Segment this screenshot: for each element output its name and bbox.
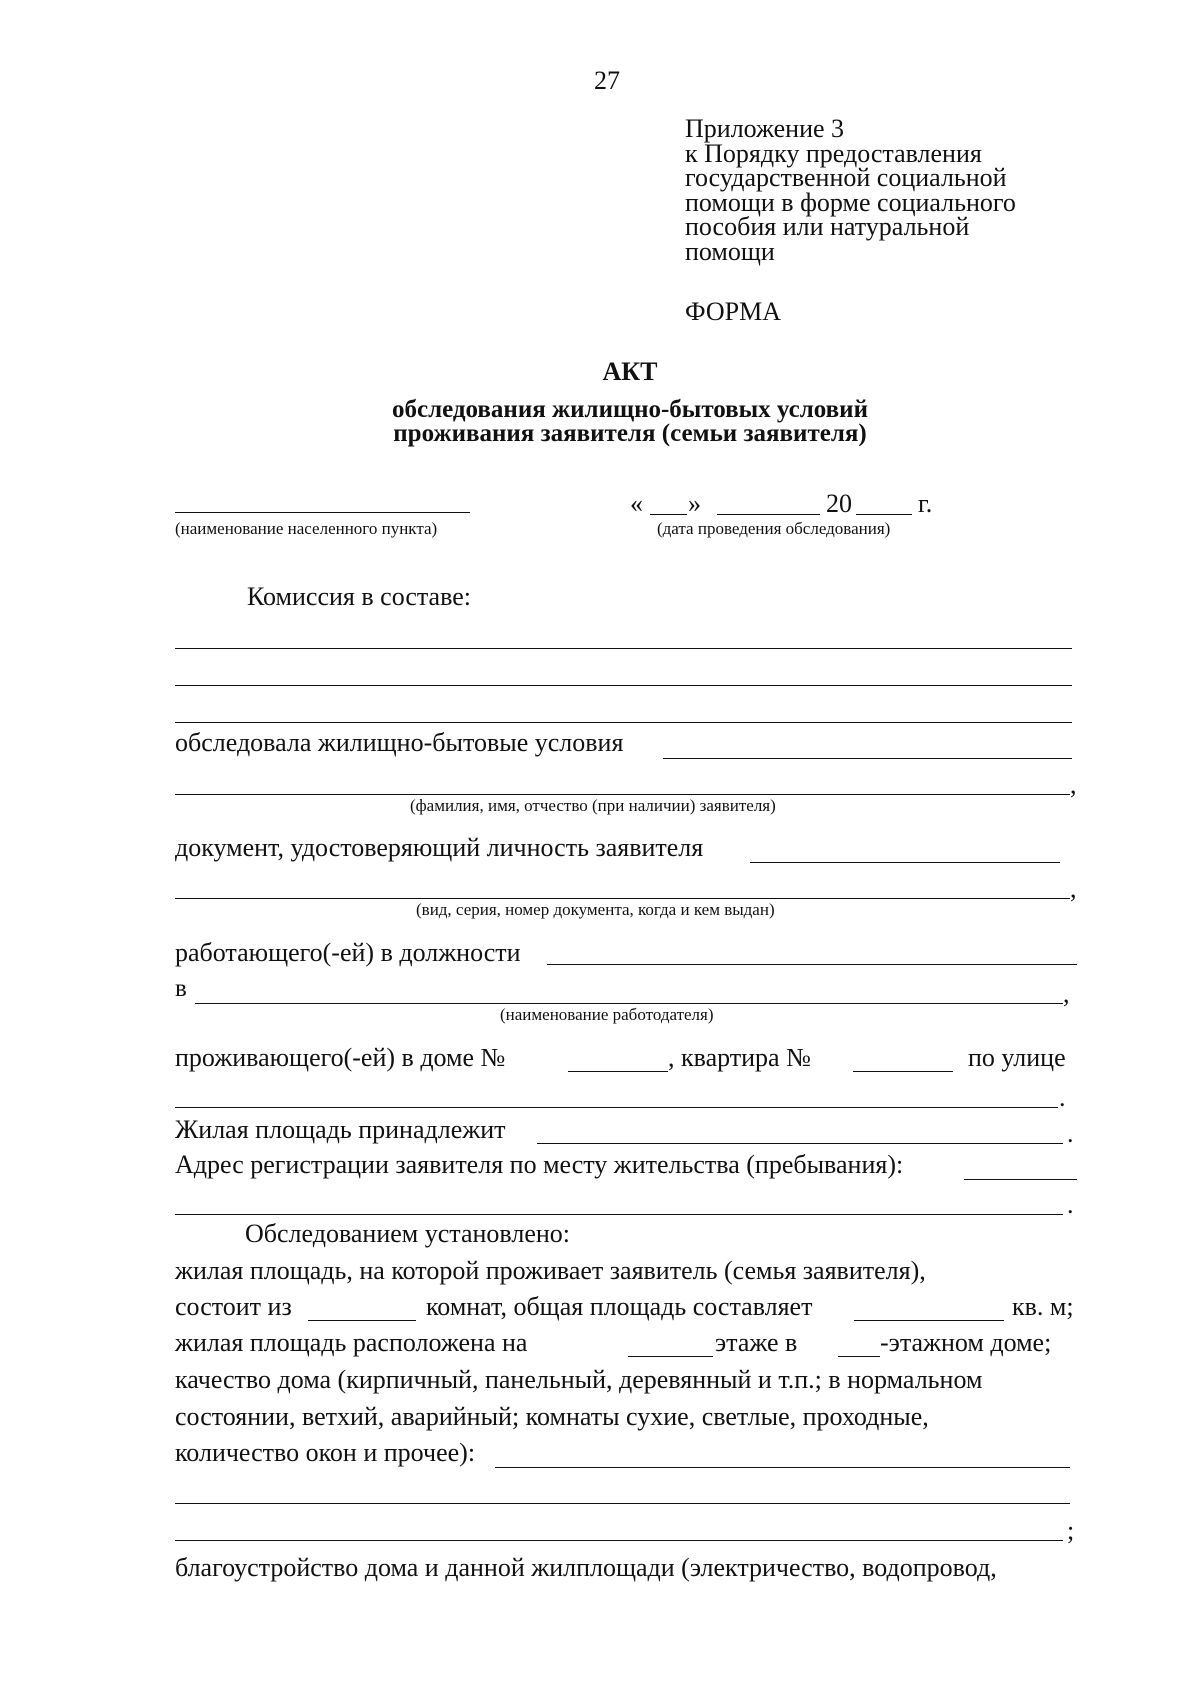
appendix-line: к Порядку предоставления (685, 138, 982, 168)
registration-details-line[interactable] (175, 1214, 1063, 1215)
appendix-line: помощи (685, 236, 775, 266)
house-number-line[interactable] (568, 1071, 668, 1072)
owner-label: Жилая площадь принадлежит (175, 1115, 506, 1144)
commission-line-2[interactable] (175, 685, 1072, 686)
place-caption: (наименование населенного пункта) (175, 519, 438, 538)
storey-label: -этажном доме; (880, 1328, 1052, 1357)
position-label: работающего(-ей) в должности (175, 938, 521, 967)
employer-field-line[interactable] (195, 1003, 1063, 1004)
established-heading: Обследованием установлено: (245, 1219, 570, 1248)
appendix-line: пособия или натуральной (685, 212, 970, 241)
commission-line-1[interactable] (175, 648, 1072, 649)
storeys-number-line[interactable] (838, 1356, 880, 1357)
house-quality-field-line[interactable] (495, 1467, 1070, 1468)
located-label: жилая площадь расположена на (175, 1328, 528, 1357)
paragraph1-line4: качество дома (кирпичный, панельный, деревянный и т.п.; в нормальном (175, 1365, 983, 1394)
form-label: ФОРМА (685, 297, 781, 326)
street-label: по улице (968, 1043, 1066, 1072)
registration-field-line[interactable] (964, 1179, 1077, 1180)
owner-period: . (1067, 1119, 1074, 1148)
id-document-caption: (вид, серия, номер документа, когда и кем выдан) (416, 900, 775, 919)
id-document-label: документ, удостоверяющий личность заявителя (175, 833, 704, 862)
position-field-line[interactable] (547, 964, 1077, 965)
date-quote-open: « (630, 489, 643, 518)
appendix-line: Приложение 3 (685, 114, 845, 143)
date-year-line[interactable] (856, 514, 912, 515)
paragraph1-line5: состоянии, ветхий, аварийный; комнаты сухие, светлые, проходные, (175, 1402, 929, 1431)
appendix-block (685, 114, 1016, 266)
registration-period: . (1067, 1190, 1074, 1219)
total-area-line[interactable] (854, 1320, 1004, 1321)
rooms-label: комнат, общая площадь составляет (426, 1292, 813, 1321)
appendix-line: помощи в форме социального (685, 187, 1016, 217)
street-field-line[interactable] (175, 1107, 1058, 1108)
commission-label: Комиссия в составе: (247, 582, 471, 611)
inspected-field-line[interactable] (663, 758, 1072, 759)
house-label: проживающего(-ей) в доме № (175, 1043, 506, 1072)
date-day-line[interactable] (650, 514, 687, 515)
floor-label: этаже в (715, 1328, 798, 1357)
inspected-label: обследовала жилищно-бытовые условия (175, 728, 624, 757)
paragraph2-line1: благоустройство дома и данной жилплощади (электричество, водопровод, (175, 1553, 997, 1582)
date-month-line[interactable] (717, 514, 820, 515)
paragraph1-line6: количество окон и прочее): (175, 1438, 476, 1467)
appendix-line: государственной социальной (685, 163, 1007, 192)
place-field-line[interactable] (175, 512, 470, 513)
id-document-comma: , (1070, 874, 1077, 903)
house-quality-semicolon: ; (1067, 1516, 1075, 1545)
employer-in-label: в (175, 975, 187, 1002)
applicant-name-line[interactable] (175, 794, 1070, 795)
act-title-line1: обследования жилищно-бытовых условий (392, 396, 868, 423)
page-number: 27 (594, 66, 620, 95)
registration-label: Адрес регистрации заявителя по месту жительства (пребывания): (175, 1150, 904, 1179)
owner-field-line[interactable] (537, 1143, 1063, 1144)
apartment-label: , квартира № (668, 1043, 811, 1072)
apartment-number-line[interactable] (853, 1071, 953, 1072)
street-period: . (1059, 1083, 1066, 1112)
paragraph1-line1: жилая площадь, на которой проживает заявитель (семья заявителя), (175, 1256, 926, 1285)
employer-caption: (наименование работодателя) (500, 1005, 714, 1024)
applicant-name-caption: (фамилия, имя, отчество (при наличии) заявителя) (410, 796, 776, 815)
house-quality-line-2[interactable] (175, 1503, 1070, 1504)
id-document-details-line[interactable] (175, 898, 1070, 899)
floor-number-line[interactable] (628, 1356, 713, 1357)
act-title-line2: проживания заявителя (семьи заявителя) (393, 420, 867, 447)
rooms-count-line[interactable] (308, 1320, 416, 1321)
act-heading: АКТ (602, 357, 658, 386)
applicant-name-comma: , (1070, 770, 1077, 799)
date-year-suffix: г. (918, 489, 933, 518)
date-year-prefix: 20 (826, 489, 852, 518)
house-quality-line-3[interactable] (175, 1540, 1063, 1541)
date-caption: (дата проведения обследования) (657, 519, 891, 538)
sqm-label: кв. м; (1012, 1292, 1074, 1321)
consists-label: состоит из (175, 1292, 292, 1321)
date-quote-close: » (688, 489, 701, 518)
employer-comma: , (1063, 979, 1070, 1008)
id-document-field-line[interactable] (750, 862, 1060, 863)
commission-line-3[interactable] (175, 722, 1072, 723)
